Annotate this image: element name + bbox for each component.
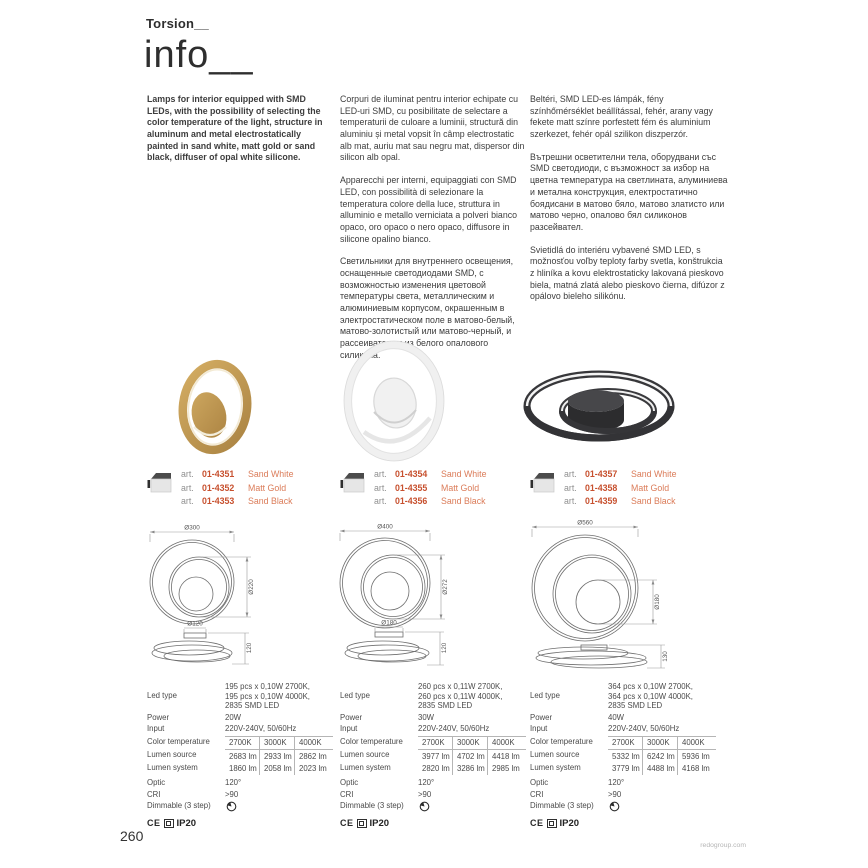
article-finish: Sand White xyxy=(631,469,677,479)
spec-label: Led type xyxy=(147,691,177,700)
spec-value: 2683 lm 2933 lm 2862 lm xyxy=(225,750,329,763)
spec-value: 195 pcs x 0,10W 2700K, 195 pcs x 0,10W 4000K, 2835 SMD LED xyxy=(225,682,310,710)
article-finish: Sand White xyxy=(248,469,294,479)
certifications xyxy=(147,818,343,830)
article-row xyxy=(564,482,676,496)
article-finish: Matt Gold xyxy=(248,482,287,493)
ce-mark: CE xyxy=(530,817,544,828)
description-block xyxy=(147,94,333,175)
technical-drawing xyxy=(335,520,465,672)
article-list xyxy=(338,468,486,514)
series-name: Torsion__ xyxy=(146,16,209,31)
article-finish: Sand Black xyxy=(248,496,293,506)
dimension-label: Ø120 xyxy=(187,620,203,628)
spec-label: Lumen source xyxy=(147,750,197,759)
article-row xyxy=(374,495,486,509)
dimension-label: Ø180 xyxy=(381,619,397,627)
article-finish: Sand White xyxy=(441,469,487,479)
article-prefix: art. xyxy=(374,496,387,506)
spec-label: Lumen system xyxy=(340,762,391,772)
spec-label: Lumen system xyxy=(147,762,198,772)
article-prefix: art. xyxy=(374,469,387,479)
spec-label: Input xyxy=(530,724,548,733)
spec-value: 120° xyxy=(608,778,625,787)
spec-label: CRI xyxy=(147,789,161,799)
description-block xyxy=(530,94,728,314)
spec-value: 20W xyxy=(225,712,242,722)
product-photo-matt-gold xyxy=(173,357,258,461)
ce-mark: CE xyxy=(340,817,354,828)
article-code: 01-4357 xyxy=(585,469,618,479)
technical-drawing xyxy=(142,520,272,672)
product-column-3 xyxy=(528,0,738,868)
article-finish: Sand Black xyxy=(441,496,486,506)
spec-table xyxy=(147,682,343,829)
dimmer-dial-icon xyxy=(226,801,237,812)
spec-label: Lumen source xyxy=(340,750,390,759)
dimmer-dial-icon xyxy=(609,801,620,812)
spec-label: Led type xyxy=(530,691,560,700)
spec-value: 3779 lm 4488 lm 4168 lm xyxy=(608,763,712,776)
spec-value xyxy=(608,801,726,815)
class-ii-double-square-icon xyxy=(164,819,174,828)
package-box-icon xyxy=(147,471,173,495)
spec-value: 2700K 3000K 4000K xyxy=(608,737,712,750)
spec-value: 40W xyxy=(608,712,625,722)
spec-label: CRI xyxy=(530,789,544,799)
technical-drawing xyxy=(523,516,673,674)
article-row xyxy=(181,495,293,509)
dimension-label: Ø180 xyxy=(654,594,661,610)
article-prefix: art. xyxy=(181,496,194,506)
spec-label: Power xyxy=(340,712,363,722)
spec-label: Input xyxy=(147,724,165,733)
article-code: 01-4353 xyxy=(202,496,235,506)
dimension-label: Ø560 xyxy=(577,519,593,527)
spec-table xyxy=(530,682,726,829)
spec-label: Input xyxy=(340,724,358,733)
dimension-label: 120 xyxy=(441,642,448,654)
class-ii-double-square-icon xyxy=(547,819,557,828)
spec-value: >90 xyxy=(418,789,432,799)
spec-label: Lumen source xyxy=(530,750,580,759)
product-photo-sand-white xyxy=(342,340,450,464)
dimmer-dial-icon xyxy=(419,801,430,812)
article-list xyxy=(145,468,293,514)
article-finish: Sand Black xyxy=(631,496,676,506)
spec-table xyxy=(340,682,536,829)
dimension-label: Ø300 xyxy=(184,524,200,532)
article-prefix: art. xyxy=(564,496,577,506)
article-prefix: art. xyxy=(564,482,577,493)
spec-label: Dimmable (3 step) xyxy=(340,801,404,810)
package-box-icon xyxy=(530,471,556,495)
dimension-label: 120 xyxy=(246,642,253,654)
package-box-icon xyxy=(340,471,366,495)
ip-rating: IP20 xyxy=(369,817,390,829)
spec-label: Optic xyxy=(530,778,549,787)
spec-value: 220V-240V, 50/60Hz xyxy=(608,724,680,733)
spec-label: Color temperature xyxy=(340,736,403,746)
ip-rating: IP20 xyxy=(176,817,197,829)
spec-label: Led type xyxy=(340,691,370,700)
description-bg: Вътрешни осветителни тела, оборудвани със SMD светодиоди, с възможност за избор на цветна температура на светлината, алуминиева и метална конструкция, електростатично боядисани в матово бяло, матово златисто или матово черно, опалово бял силиконов разсейвател. xyxy=(530,151,728,232)
dimension-label: Ø220 xyxy=(248,579,255,595)
spec-value: 3977 lm 4702 lm 4418 lm xyxy=(418,750,522,763)
spec-value: 2820 lm 3286 lm 2985 lm xyxy=(418,763,522,776)
description-ro: Corpuri de iluminat pentru interior echipate cu LED-uri SMD, cu posibilitate de selectare a temperaturii de culoare a luminii, structură din aluminiu și metal vopsit în câmp electrostatic alb mat, auriu mat sau negru mat, dispersor din silicon alb opal. xyxy=(340,94,525,163)
spec-label: Lumen system xyxy=(530,762,581,772)
spec-label: Color temperature xyxy=(147,736,210,746)
description-it: Apparecchi per interni, equipaggiati con SMD LED, con possibilità di selezionare la temperatura colore della luce, struttura in alluminio e metallo verniciata a polveri bianco opaco, oro opaco o nero opaco, diffusore in silicone opalino bianco. xyxy=(340,175,518,244)
spec-value: >90 xyxy=(225,789,239,799)
article-prefix: art. xyxy=(181,469,194,479)
spec-value: 220V-240V, 50/60Hz xyxy=(225,724,297,733)
product-photo-sand-black xyxy=(520,366,682,450)
spec-label: Power xyxy=(147,712,170,722)
spec-value xyxy=(225,801,343,815)
spec-value: 120° xyxy=(418,778,435,787)
spec-label: Dimmable (3 step) xyxy=(530,801,594,810)
certifications xyxy=(340,818,536,830)
product-column-2 xyxy=(338,0,528,868)
article-code: 01-4356 xyxy=(395,496,428,506)
spec-value: 30W xyxy=(418,712,435,722)
spec-label: Optic xyxy=(340,778,359,787)
spec-value: 2700K 3000K 4000K xyxy=(418,737,522,750)
article-prefix: art. xyxy=(564,469,577,479)
article-row xyxy=(564,495,676,509)
page-number: 260 xyxy=(120,828,144,844)
spec-label: Optic xyxy=(147,778,166,787)
article-code: 01-4352 xyxy=(202,482,235,493)
spec-value xyxy=(418,801,536,815)
article-code: 01-4358 xyxy=(585,482,618,493)
article-list xyxy=(528,468,676,514)
article-prefix: art. xyxy=(374,482,387,493)
description-block xyxy=(340,94,526,372)
product-column-1 xyxy=(145,0,335,868)
article-row xyxy=(374,468,486,482)
article-row xyxy=(374,482,486,496)
ip-rating: IP20 xyxy=(559,817,580,829)
description-ru: Светильники для внутреннего освещения, оснащенные светодиодами SMD, с возможностью изменения цветовой температуры света, металлическим и алюминиевым корпусом, окрашенным в электростатическом поле в матово-белый, матово-золотистый или матово-черный, и рассеивателем из белого опалового силикона. xyxy=(340,256,515,360)
article-code: 01-4355 xyxy=(395,482,428,493)
spec-value: 120° xyxy=(225,778,242,787)
description-hu: Beltéri, SMD LED-es lámpák, fény színhőmérséklet beállítással, fehér, arany vagy fekete matt színre porfestett fém és aluminium szerkezet, fehér opál szilikon diszperzór. xyxy=(530,94,713,140)
spec-label: Power xyxy=(530,712,553,722)
article-prefix: art. xyxy=(181,482,194,493)
article-finish: Matt Gold xyxy=(631,482,670,493)
page-title: info__ xyxy=(144,34,254,76)
article-code: 01-4351 xyxy=(202,469,235,479)
spec-value: 2700K 3000K 4000K xyxy=(225,737,329,750)
spec-value: >90 xyxy=(608,789,622,799)
article-code: 01-4359 xyxy=(585,496,618,506)
spec-value: 1860 lm 2058 lm 2023 lm xyxy=(225,763,329,776)
article-finish: Matt Gold xyxy=(441,482,480,493)
article-code: 01-4354 xyxy=(395,469,428,479)
spec-value: 220V-240V, 50/60Hz xyxy=(418,724,490,733)
description-en: Lamps for interior equipped with SMD LEDs, with the possibility of selecting the color temperature of the light, structure in aluminum and metal electrostatically painted in sand white, matt gold or sand black, diffuser of opal white silicone. xyxy=(147,94,323,163)
spec-value: 364 pcs x 0,10W 2700K, 364 pcs x 0,10W 4000K, 2835 SMD LED xyxy=(608,682,693,710)
spec-value: 5332 lm 6242 lm 5936 lm xyxy=(608,750,712,763)
website-url: redogroup.com xyxy=(700,842,746,849)
dimension-label: Ø272 xyxy=(442,579,449,595)
class-ii-double-square-icon xyxy=(357,819,367,828)
ce-mark: CE xyxy=(147,817,161,828)
spec-label: CRI xyxy=(340,789,354,799)
spec-label: Dimmable (3 step) xyxy=(147,801,211,810)
spec-label: Color temperature xyxy=(530,736,593,746)
description-sk: Svietidlá do interiéru vybavené SMD LED, s možnosťou voľby teploty farby svetla, konštrukcia z hliníka a kovu elektrostaticky lakovaná pieskovo biela, matná zlatá alebo pieskovo čierna, difúzor z opálovo bieleho silikónu. xyxy=(530,244,725,302)
article-row xyxy=(564,468,676,482)
certifications xyxy=(530,818,726,830)
article-row xyxy=(181,482,293,496)
article-row xyxy=(181,468,293,482)
dimension-label: 130 xyxy=(662,651,669,662)
dimension-label: Ø400 xyxy=(377,523,393,531)
spec-value: 260 pcs x 0,11W 2700K, 260 pcs x 0,11W 4000K, 2835 SMD LED xyxy=(418,682,503,710)
